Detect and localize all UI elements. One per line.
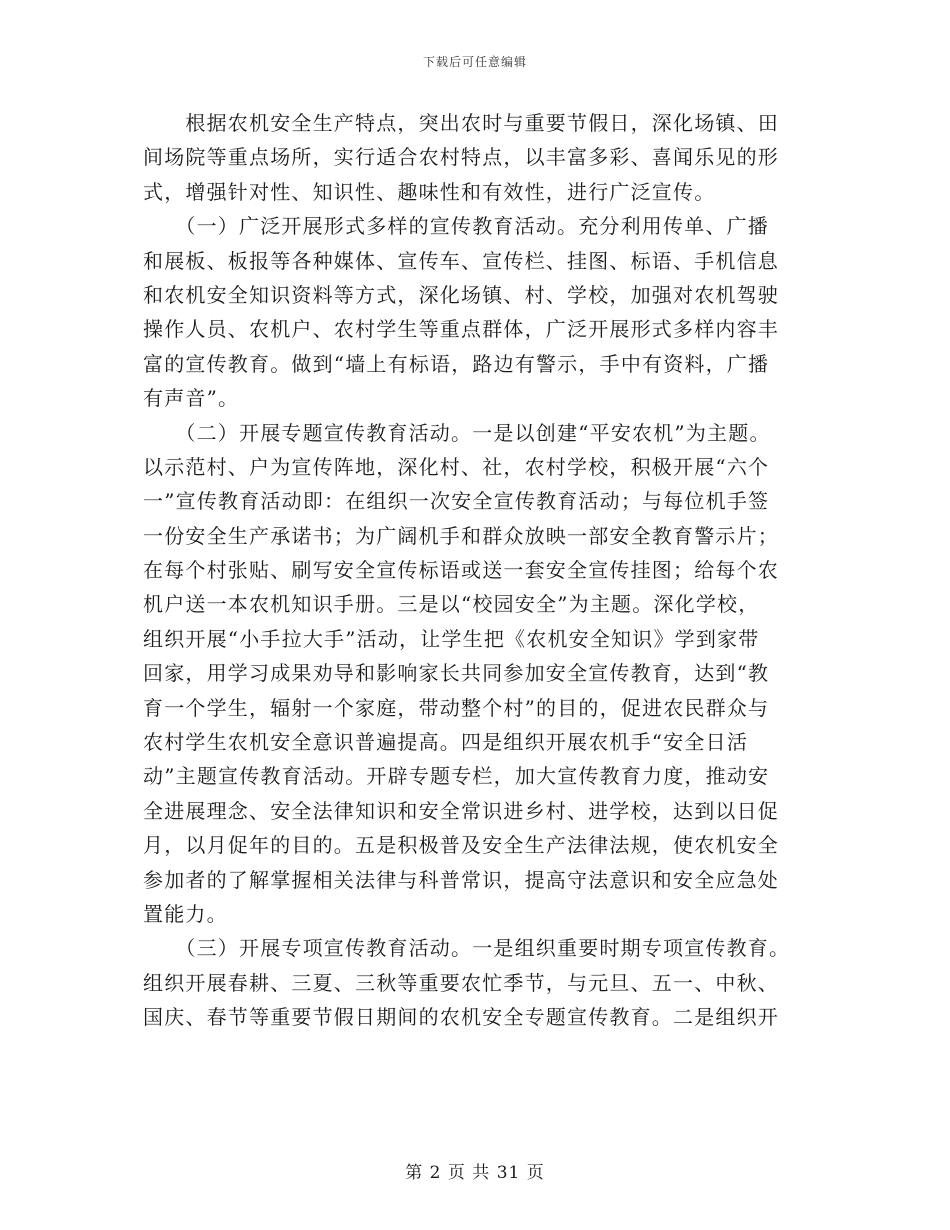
text-line: 全进展理念、安全法律知识和安全常识进乡村、进学校，达到以日促 bbox=[143, 798, 779, 823]
text-line: 一”宣传教育活动即：在组织一次安全宣传教育活动；与每位机手签 bbox=[143, 489, 770, 514]
text-line: 根据农机安全生产特点，突出农时与重要节假日，深化场镇、田 bbox=[143, 111, 779, 135]
text-line: 置能力。 bbox=[143, 901, 228, 926]
text-line: 育一个学生，辐射一个家庭，带动整个村”的目的，促进农民群众与 bbox=[143, 695, 770, 720]
page-footer: 第 2 页 共 31 页 bbox=[405, 1163, 545, 1183]
text-line: 一份安全生产承诺书；为广阔机手和群众放映一部安全教育警示片； bbox=[143, 523, 779, 548]
text-line: 组织开展“小手拉大手”活动，让学生把《农机安全知识》学到家带 bbox=[143, 626, 760, 651]
text-line: 在每个村张贴、刷写安全宣传标语或送一套安全宣传挂图；给每个农 bbox=[143, 558, 779, 583]
document-body bbox=[143, 106, 807, 1035]
text-line: （一）广泛开展形式多样的宣传教育活动。充分利用传单、广播 bbox=[143, 214, 769, 239]
text-line: 农村学生农机安全意识普遍提高。四是组织开展农机手“安全日活 bbox=[143, 730, 749, 755]
text-line: 有声音”。 bbox=[143, 386, 240, 411]
text-line: 操作人员、农机户、农村学生等重点群体，广泛开展形式多样内容丰 bbox=[143, 317, 779, 342]
text-line: 动”主题宣传教育活动。开辟专题专栏，加大宣传教育力度，推动安 bbox=[143, 764, 770, 789]
text-line: 组织开展春耕、三夏、三秋等重要农忙季节，与元旦、五一、中秋、 bbox=[143, 970, 779, 995]
page-header: 下载后可任意编辑 bbox=[422, 55, 527, 69]
text-line: 参加者的了解掌握相关法律与科普常识，提高守法意识和安全应急处 bbox=[143, 867, 779, 892]
text-line: 和农机安全知识资料等方式，深化场镇、村、学校，加强对农机驾驶 bbox=[143, 282, 779, 307]
text-line: 间场院等重点场所，实行适合农村特点，以丰富多彩、喜闻乐见的形 bbox=[143, 145, 779, 170]
text-line: 机户送一本农机知识手册。三是以“校园安全”为主题。深化学校， bbox=[143, 592, 760, 617]
text-line: （二）开展专题宣传教育活动。一是以创建“平安农机”为主题。 bbox=[143, 420, 771, 445]
text-line: 富的宣传教育。做到“墙上有标语，路边有警示，手中有资料，广播 bbox=[143, 351, 770, 376]
text-line: 国庆、春节等重要节假日期间的农机安全专题宣传教育。二是组织开 bbox=[143, 1005, 779, 1030]
text-line: （三）开展专项宣传教育活动。一是组织重要时期专项宣传教育。 bbox=[143, 936, 791, 961]
text-line: 式，增强针对性、知识性、趣味性和有效性，进行广泛宣传。 bbox=[143, 179, 716, 204]
text-line: 月，以月促年的目的。五是积极普及安全生产法律法规，使农机安全 bbox=[143, 833, 779, 858]
text-line: 和展板、板报等各种媒体、宣传车、宣传栏、挂图、标语、手机信息 bbox=[143, 248, 779, 273]
text-line: 回家，用学习成果劝导和影响家长共同参加安全宣传教育，达到“教 bbox=[143, 661, 770, 686]
text-line: 以示范村、户为宣传阵地，深化村、社，农村学校，积极开展“六个 bbox=[143, 454, 770, 479]
